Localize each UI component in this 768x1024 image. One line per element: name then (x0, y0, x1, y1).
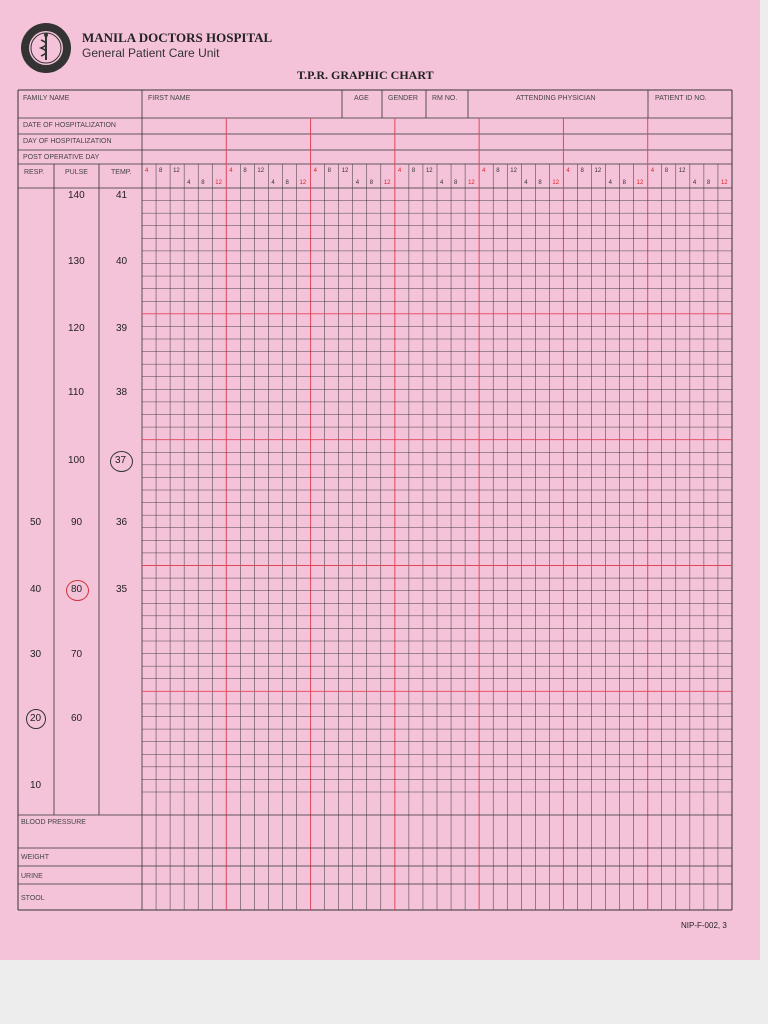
stool-label: STOOL (21, 895, 45, 902)
temp-scale-label: 38 (116, 387, 128, 398)
hour-marker-label: 4 (650, 168, 655, 174)
blood-pressure-label: BLOOD PRESSURE (21, 819, 86, 826)
pulse-scale-label: 60 (71, 713, 83, 724)
hour-marker-label: 8 (580, 168, 584, 174)
hour-marker-label: 4 (482, 168, 486, 174)
date-of-hospitalization-label: DATE OF HOSPITALIZATION (23, 122, 116, 129)
hour-marker-label: 12 (678, 168, 686, 174)
resp-column-header: RESP. (24, 169, 45, 176)
hour-marker-label: 4 (187, 180, 191, 186)
hour-marker-label: 4 (397, 168, 402, 174)
temp-scale-label: 39 (116, 323, 128, 334)
hour-marker-label: 12 (299, 180, 307, 186)
hour-marker-label: 4 (692, 180, 697, 186)
patient-id-label: PATIENT ID NO. (655, 95, 707, 102)
hour-marker-label: 12 (552, 180, 560, 186)
hour-marker-label: 12 (594, 168, 602, 174)
attending-physician-label: ATTENDING PHYSICIAN (516, 95, 596, 102)
resp-scale-label: 10 (30, 780, 42, 791)
pulse-column-header: PULSE (65, 169, 88, 176)
hour-marker-label: 12 (468, 180, 475, 186)
hour-marker-label: 12 (215, 180, 222, 186)
pulse-scale-label: 140 (68, 190, 85, 201)
hour-marker-label: 8 (538, 180, 542, 186)
hour-marker-label: 12 (510, 168, 517, 174)
temp-scale-label: 40 (116, 256, 128, 267)
hour-marker-label: 12 (383, 180, 391, 186)
resp-scale-label: 20 (30, 713, 42, 724)
hour-marker-label: 4 (608, 180, 612, 186)
hour-marker-label: 4 (355, 180, 360, 186)
temp-scale-label: 36 (116, 517, 128, 528)
pulse-scale-label: 120 (68, 323, 85, 334)
temp-scale-label: 41 (116, 190, 128, 201)
hour-marker-label: 8 (285, 180, 289, 186)
hour-marker-label: 8 (243, 168, 247, 174)
hospital-name: MANILA DOCTORS HOSPITAL (82, 30, 273, 45)
hour-marker-label: 8 (327, 168, 331, 174)
hour-marker-label: 8 (622, 180, 626, 186)
post-operative-day-label: POST OPERATIVE DAY (23, 154, 100, 161)
temp-column-header: TEMP. (111, 169, 132, 176)
temp-37-circle-mark (110, 451, 133, 472)
resp-scale-label: 40 (30, 584, 42, 595)
pulse-scale-label: 100 (68, 455, 85, 466)
urine-label: URINE (21, 873, 43, 880)
hour-marker-label: 8 (201, 180, 205, 186)
hour-marker-label: 4 (524, 180, 528, 186)
hour-marker-label: 4 (145, 168, 149, 174)
day-of-hospitalization-label: DAY OF HOSPITALIZATION (23, 138, 112, 145)
form-code: NIP-F-002, 3 (681, 921, 727, 930)
resp-scale-label: 30 (30, 649, 42, 660)
hour-marker-label: 8 (496, 168, 500, 174)
family-name-label: FAMILY NAME (23, 95, 70, 102)
hour-marker-label: 12 (341, 168, 349, 174)
pulse-80-circle-mark (66, 580, 89, 601)
hour-marker-label: 8 (369, 180, 374, 186)
age-label: AGE (354, 95, 369, 102)
pulse-scale-label: 130 (68, 256, 85, 267)
pulse-scale-label: 70 (71, 649, 83, 660)
hour-marker-label: 12 (720, 180, 728, 186)
pulse-scale-label: 80 (71, 584, 83, 595)
unit-name: General Patient Care Unit (82, 46, 220, 60)
temp-scale-label: 37 (115, 455, 127, 466)
hour-marker-label: 12 (173, 168, 180, 174)
hour-marker-label: 8 (454, 180, 458, 186)
first-name-label: FIRST NAME (148, 95, 191, 102)
pulse-scale-label: 90 (71, 517, 83, 528)
hour-marker-label: 4 (313, 168, 317, 174)
hour-marker-label: 8 (664, 168, 669, 174)
hour-marker-label: 4 (271, 180, 275, 186)
pulse-scale-label: 110 (68, 387, 84, 398)
hour-marker-label: 8 (411, 168, 416, 174)
rm-no-label: RM NO. (432, 95, 458, 102)
hour-marker-label: 12 (425, 168, 433, 174)
chart-title: T.P.R. GRAPHIC CHART (297, 68, 434, 82)
hour-marker-label: 4 (566, 168, 570, 174)
hour-marker-label: 8 (706, 180, 711, 186)
weight-label: WEIGHT (21, 854, 49, 861)
hour-marker-label: 4 (229, 168, 233, 174)
temp-scale-label: 35 (116, 584, 128, 595)
hour-marker-label: 4 (440, 180, 444, 186)
resp-scale-label: 50 (30, 517, 42, 528)
hour-marker-label: 12 (636, 180, 644, 186)
gender-label: GENDER (388, 95, 418, 102)
hour-marker-label: 12 (257, 168, 265, 174)
resp-20-circle-mark (26, 709, 46, 729)
hour-marker-label: 8 (159, 168, 163, 174)
